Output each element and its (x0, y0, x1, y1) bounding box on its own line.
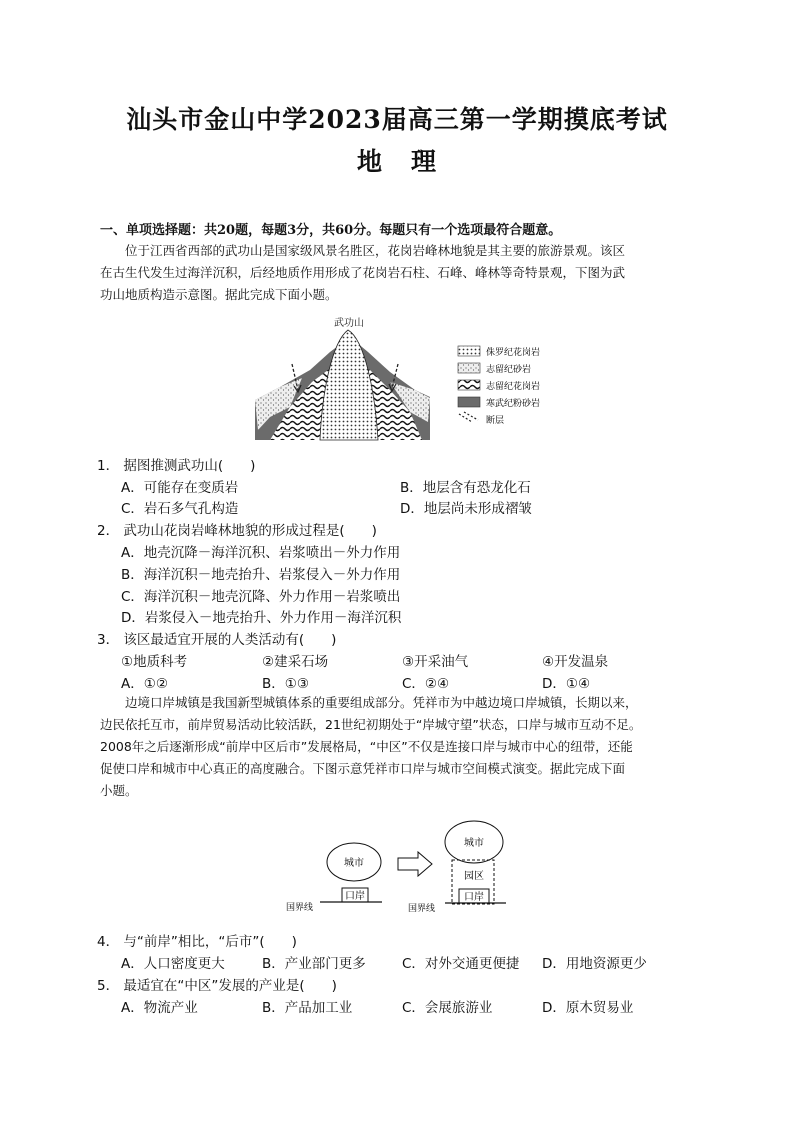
q4-option-b[interactable]: B．产业部门更多 (262, 956, 366, 972)
mountain-label: 武功山 (334, 318, 364, 329)
passage-2-line: 促使口岸和城市中心真正的高度融合。下图示意凭祥市口岸与城市空间模式演变。据此完成下面 (100, 761, 626, 776)
right-zone-label: 园区 (464, 871, 484, 882)
q3-option-a[interactable]: A．①② (121, 676, 168, 692)
question-1-stem: 1． 据图推测武功山( ) (97, 458, 256, 474)
section-heading: 一、单项选择题：共20题，每题3分，共60分。每题只有一个选项最符合题意。 (100, 223, 562, 238)
legend-swatch-jurassic-granite (458, 346, 480, 356)
left-city-label: 城市 (344, 858, 364, 869)
q1-option-a[interactable]: A．可能存在变质岩 (121, 480, 239, 496)
exam-title: 汕头市金山中学2023届高三第一学期摸底考试 (126, 105, 668, 134)
passage-2-line: 小题。 (100, 783, 138, 798)
legend (458, 346, 540, 426)
q5-option-c[interactable]: C．会展旅游业 (402, 1000, 493, 1016)
q3-item-2: ②建采石场 (262, 654, 329, 670)
q3-option-c[interactable]: C．②④ (402, 676, 450, 692)
left-border-label: 国界线 (286, 903, 314, 913)
legend-label: 志留纪花岗岩 (486, 382, 541, 392)
transition-arrow-icon (398, 852, 432, 876)
passage-1-line: 在古生代发生过海洋沉积，后经地质作用形成了花岗岩石柱、石峰、峰林等奇特景观，下图为武 (100, 265, 626, 280)
legend-label: 志留纪砂岩 (486, 365, 532, 375)
legend-label: 侏罗纪花岗岩 (486, 348, 541, 358)
question-4-stem: 4． 与“前岸”相比，“后市”( ) (97, 934, 297, 950)
q1-option-b[interactable]: B．地层含有恐龙化石 (400, 480, 531, 496)
q2-option-d[interactable]: D．岩浆侵入－地壳抬升、外力作用－海洋沉积 (121, 610, 402, 626)
right-border-label: 国界线 (408, 904, 436, 914)
legend-swatch-cambrian-siltstone (458, 397, 480, 407)
jurassic-granite-dome (320, 330, 378, 440)
legend-label: 寒武纪粉砂岩 (486, 399, 541, 409)
legend-swatch-silurian-sandstone (458, 363, 480, 373)
left-port-label: 口岸 (345, 891, 365, 902)
q3-option-b[interactable]: B．①③ (262, 676, 309, 692)
q3-option-d[interactable]: D．①④ (542, 676, 591, 692)
q1-option-c[interactable]: C．岩石多气孔构造 (121, 501, 239, 517)
question-3-stem: 3． 该区最适宜开展的人类活动有( ) (97, 632, 337, 648)
geology-diagram (250, 312, 570, 444)
q2-option-b[interactable]: B．海洋沉积－地壳抬升、岩浆侵入－外力作用 (121, 567, 401, 583)
question-5-stem: 5． 最适宜在“中区”发展的产业是( ) (97, 978, 337, 994)
legend-swatch-silurian-granite (458, 380, 480, 390)
q1-option-d[interactable]: D．地层尚未形成褶皱 (400, 501, 532, 517)
right-city-label: 城市 (464, 838, 484, 849)
passage-2 (100, 692, 694, 802)
legend-fault-icon (459, 412, 478, 422)
q3-item-4: ④开发温泉 (542, 654, 609, 670)
subject-char-2: 理 (411, 147, 438, 176)
q4-option-a[interactable]: A．人口密度更大 (121, 956, 225, 972)
passage-1-line: 功山地质构造示意图。据此完成下面小题。 (100, 287, 338, 302)
question-2-stem: 2． 武功山花岗岩峰林地貌的形成过程是( ) (97, 523, 377, 539)
right-port-label: 口岸 (464, 892, 484, 903)
passage-2-line: 2008年之后逐渐形成“前岸中区后市”发展格局，“中区”不仅是连接口岸与城市中心的纽带，还能 (100, 739, 633, 754)
q5-option-d[interactable]: D．原木贸易业 (542, 1000, 634, 1016)
passage-2-line: 边境口岸城镇是我国新型城镇体系的重要组成部分。凭祥市为中越边境口岸城镇，长期以来， (125, 695, 638, 710)
q4-option-c[interactable]: C．对外交通更便捷 (402, 956, 520, 972)
port-city-diagram (280, 812, 520, 916)
passage-1-line: 位于江西省西部的武功山是国家级风景名胜区，花岗岩峰林地貌是其主要的旅游景观。该区 (125, 243, 626, 258)
subject-char-1: 地 (356, 147, 383, 176)
passage-2-line: 边民依托互市，前岸贸易活动比较活跃，21世纪初期处于“岸城守望”状态，口岸与城市互动不足。 (100, 717, 642, 732)
subject-title (0, 142, 794, 178)
q3-item-3: ③开采油气 (402, 654, 469, 670)
q2-option-a[interactable]: A．地壳沉降－海洋沉积、岩浆喷出－外力作用 (121, 545, 401, 561)
q5-option-b[interactable]: B．产品加工业 (262, 1000, 353, 1016)
q3-item-1: ①地质科考 (121, 654, 188, 670)
q2-option-c[interactable]: C．海洋沉积－地壳沉降、外力作用－岩浆喷出 (121, 589, 401, 605)
q5-option-a[interactable]: A．物流产业 (121, 1000, 198, 1016)
legend-label: 断层 (486, 416, 505, 426)
passage-1 (100, 240, 694, 306)
q4-option-d[interactable]: D．用地资源更少 (542, 956, 647, 972)
